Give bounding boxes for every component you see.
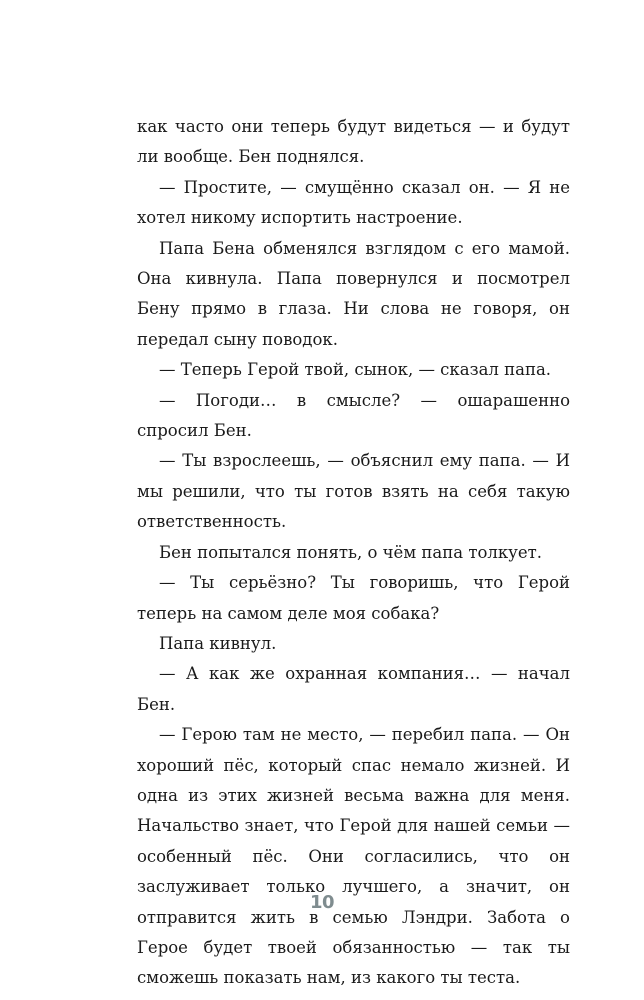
paragraph: — Теперь Герой твой, сынок, — сказал папа. <box>159 360 552 380</box>
body-text <box>137 112 570 994</box>
paragraph: — Герою там не место, — перебил папа. — Он хороший пёс, который спас немало жизней. И одна из этих жизней весьма важна для меня. Начальство знает, что Герой для нашей семьи — особенный пёс. Они согласились, что он заслуживает только лучшего, а значит, он отправится жить в семью Лэндри. Забота о Герое будет твоей обязанностью — так ты сможешь показать нам, из какого ты теста. <box>137 725 570 988</box>
paragraph: — Ты взрослеешь, — объяснил ему папа. — И мы решили, что ты готов взять на себя такую ответственность. <box>137 451 570 532</box>
paragraph: — Ты серьёзно? Ты говоришь, что Герой теперь на самом деле моя собака? <box>137 573 570 623</box>
page-number: 10 <box>309 892 335 913</box>
paragraph: — Погоди… в смысле? — ошарашенно спросил Бен. <box>137 390 570 441</box>
paragraph: — Простите, — смущённо сказал он. — Я не хотел никому испортить настроение. <box>137 177 570 228</box>
paragraph: как часто они теперь будут видеться — и будут ли вообще. Бен поднялся. <box>137 117 570 167</box>
paragraph: Папа Бена обменялся взглядом с его мамой. Она кивнула. Папа повернулся и посмотрел Бену прямо в глаза. Ни слова не говоря, он передал сыну поводок. <box>137 238 570 349</box>
paragraph: Бен попытался понять, о чём папа толкует. <box>159 542 543 562</box>
paragraph: — А как же охранная компания… — начал Бен. <box>137 664 570 714</box>
paragraph: Папа кивнул. <box>159 633 277 653</box>
